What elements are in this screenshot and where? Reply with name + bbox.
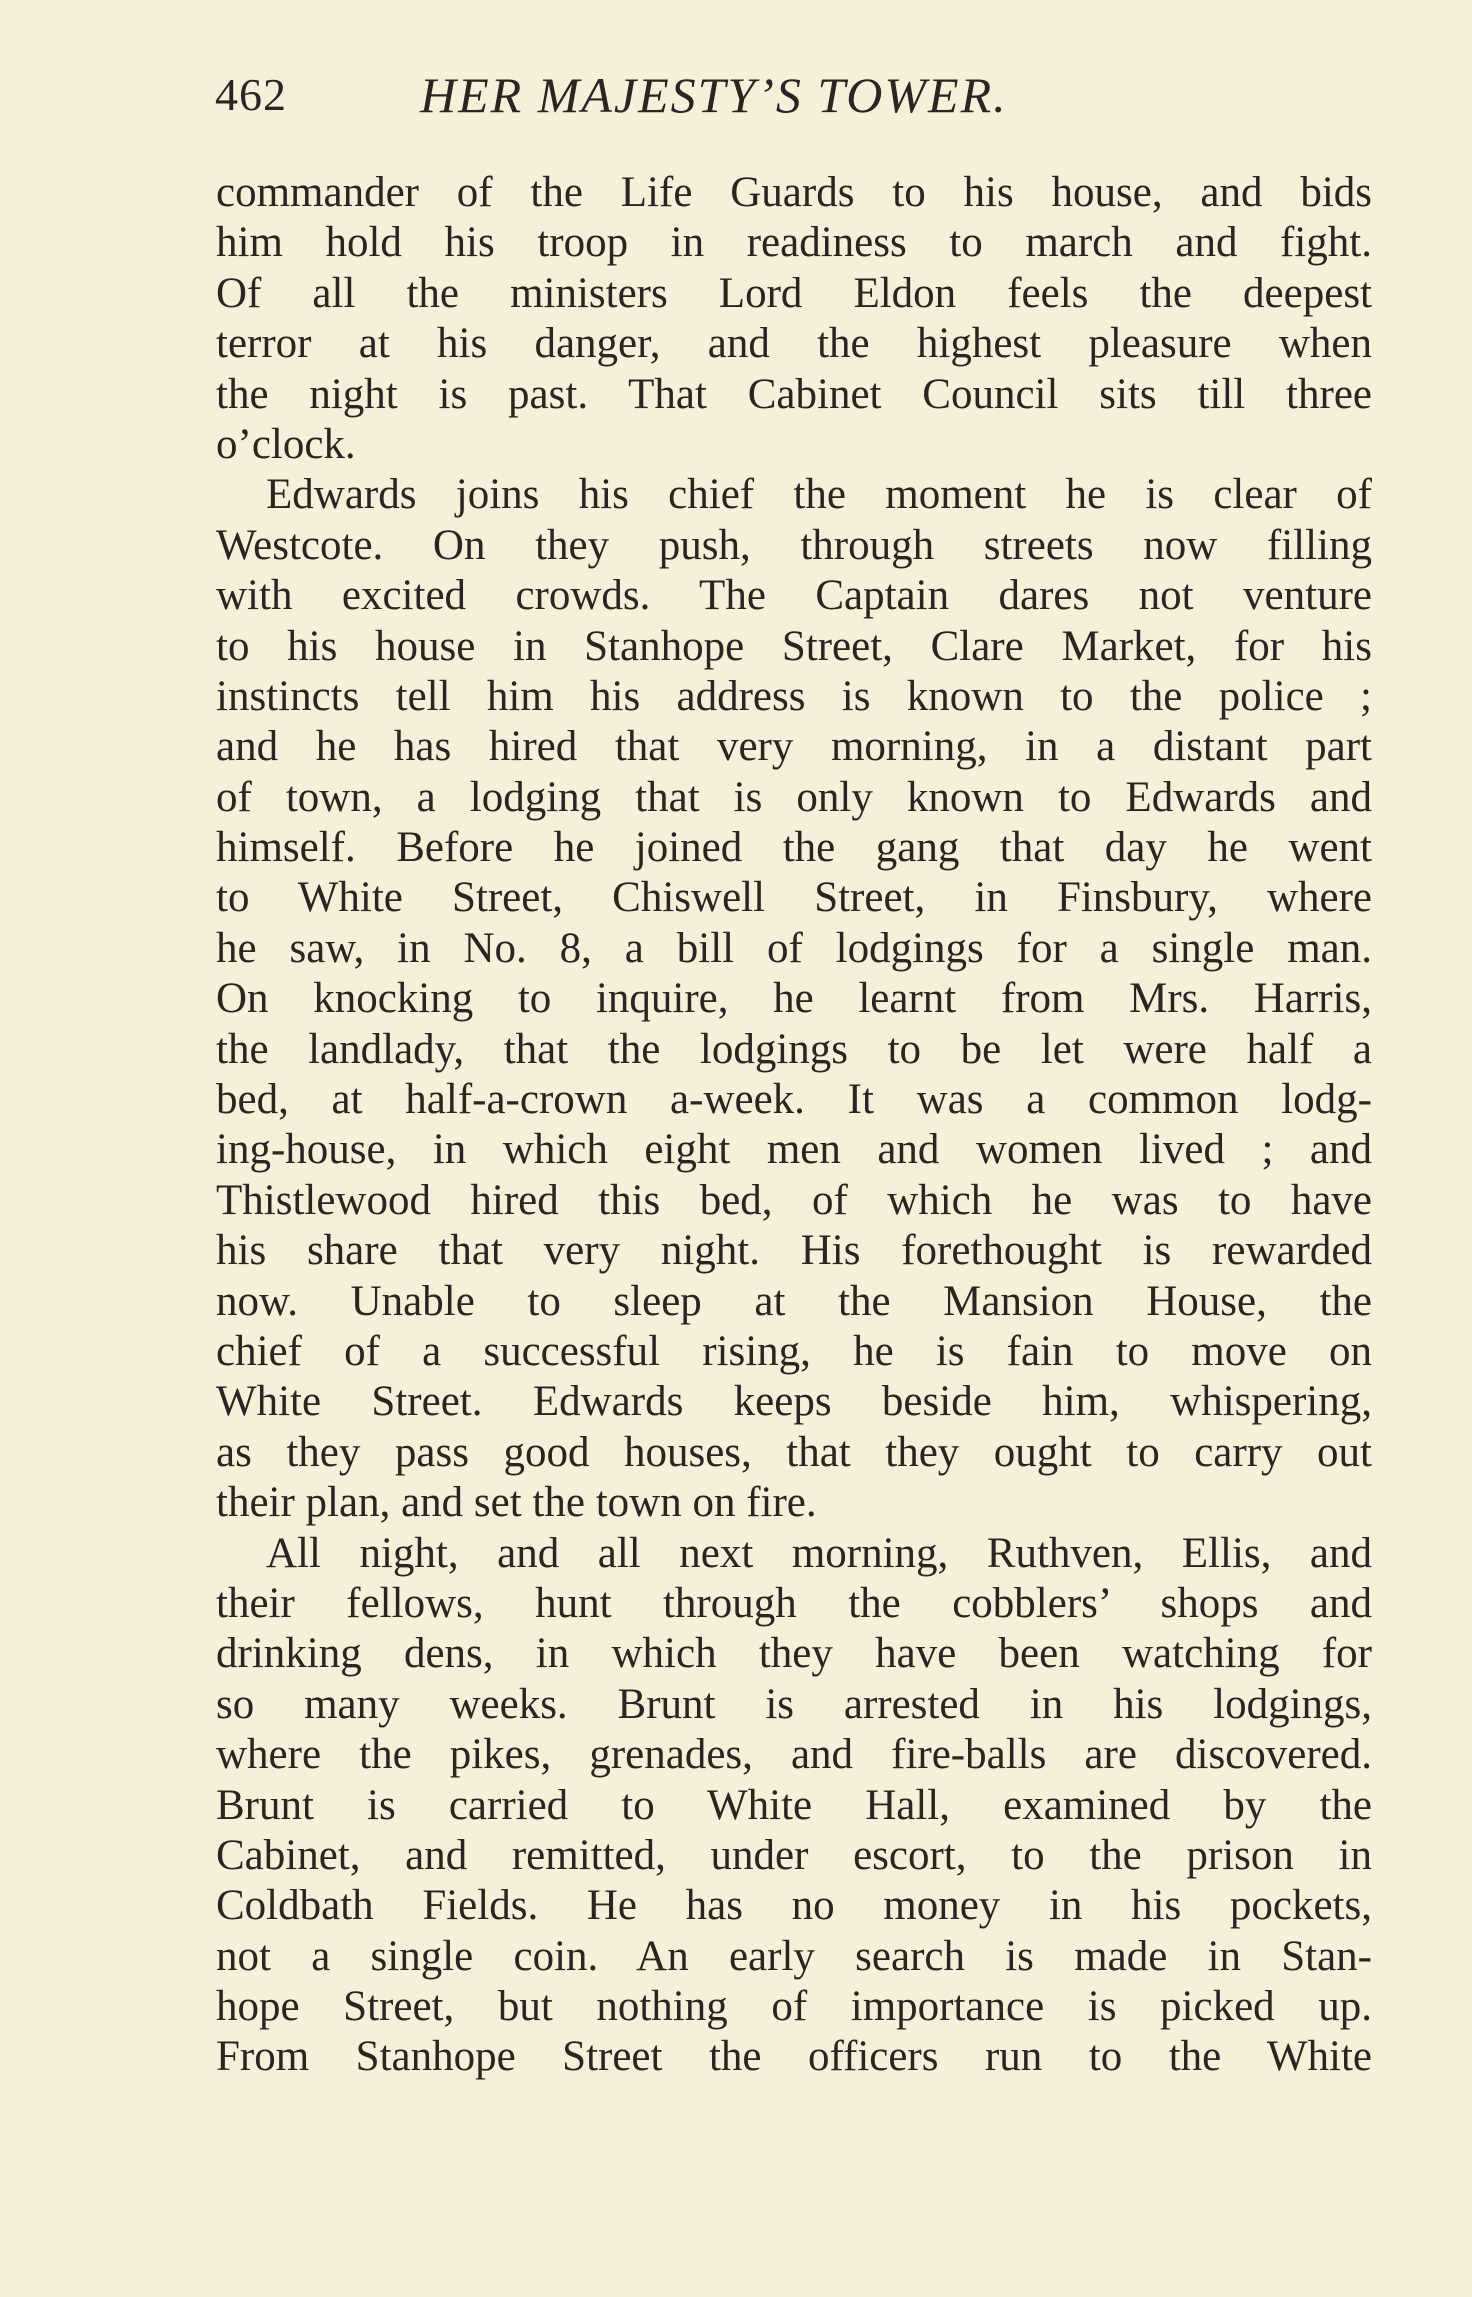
text-line: chief of a successful rising, he is fain to move on — [216, 1327, 1372, 1375]
text-line: Westcote. On they push, through streets now filling — [216, 521, 1372, 569]
text-line: hope Street, but nothing of importance is picked up. — [216, 1983, 1372, 2031]
page-number: 462 — [215, 69, 287, 120]
text-line: now. Unable to sleep at the Mansion House, the — [216, 1277, 1372, 1325]
text-line: From Stanhope Street the officers run to the White — [216, 2033, 1372, 2081]
text-line: so many weeks. Brunt is arrested in his lodgings, — [216, 1680, 1372, 1728]
text-line: o’clock. — [216, 420, 356, 468]
text-line: terror at his danger, and the highest pleasure when — [216, 320, 1372, 368]
text-line: the landlady, that the lodgings to be let were half a — [216, 1025, 1372, 1073]
text-line: their fellows, hunt through the cobblers’ shops and — [216, 1579, 1372, 1627]
text-line: of town, a lodging that is only known to Edwards and — [216, 773, 1372, 821]
text-line: All night, and all next morning, Ruthven, Ellis, and — [266, 1529, 1372, 1577]
text-line: and he has hired that very morning, in a distant part — [216, 723, 1372, 771]
text-line: the night is past. That Cabinet Council sits till three — [216, 370, 1372, 418]
text-line: White Street. Edwards keeps beside him, whispering, — [216, 1378, 1372, 1426]
text-line: to his house in Stanhope Street, Clare Market, for his — [216, 622, 1372, 670]
text-line: with excited crowds. The Captain dares not venture — [216, 572, 1372, 620]
text-line: commander of the Life Guards to his house, and bids — [216, 169, 1372, 216]
text-line: himself. Before he joined the gang that day he went — [216, 824, 1372, 872]
text-line: their plan, and set the town on fire. — [216, 1479, 817, 1527]
text-line: bed, at half-a-crown a-week. It was a common lodg- — [216, 1076, 1372, 1124]
text-line: his share that very night. His forethought is rewarded — [216, 1227, 1372, 1275]
text-line: Brunt is carried to White Hall, examined by the — [216, 1781, 1372, 1829]
text-line: On knocking to inquire, he learnt from Mrs. Harris, — [216, 975, 1372, 1023]
text-line: Coldbath Fields. He has no money in his pockets, — [216, 1882, 1372, 1930]
running-head — [215, 60, 1375, 130]
text-line: as they pass good houses, that they ought to carry out — [216, 1428, 1372, 1476]
text-line: where the pikes, grenades, and fire-balls are discovered. — [216, 1731, 1372, 1779]
text-line: Of all the ministers Lord Eldon feels the deepest — [216, 269, 1372, 317]
text-line: not a single coin. An early search is made in Stan- — [216, 1932, 1372, 1980]
running-title: HER MAJESTY’S TOWER. — [420, 67, 1008, 123]
text-line: Cabinet, and remitted, under escort, to the prison in — [216, 1831, 1372, 1879]
text-line: instincts tell him his address is known to the police ; — [216, 672, 1372, 720]
text-line: Edwards joins his chief the moment he is clear of — [266, 471, 1372, 519]
text-line: ing-house, in which eight men and women lived ; and — [216, 1126, 1372, 1174]
text-line: to White Street, Chiswell Street, in Finsbury, where — [216, 874, 1372, 922]
body-text — [216, 168, 1372, 2083]
text-line: he saw, in No. 8, a bill of lodgings for a single man. — [216, 924, 1372, 972]
text-line: Thistlewood hired this bed, of which he was to have — [216, 1176, 1372, 1224]
text-line: him hold his troop in readiness to march and fight. — [216, 219, 1372, 267]
text-line: drinking dens, in which they have been watching for — [216, 1630, 1372, 1678]
